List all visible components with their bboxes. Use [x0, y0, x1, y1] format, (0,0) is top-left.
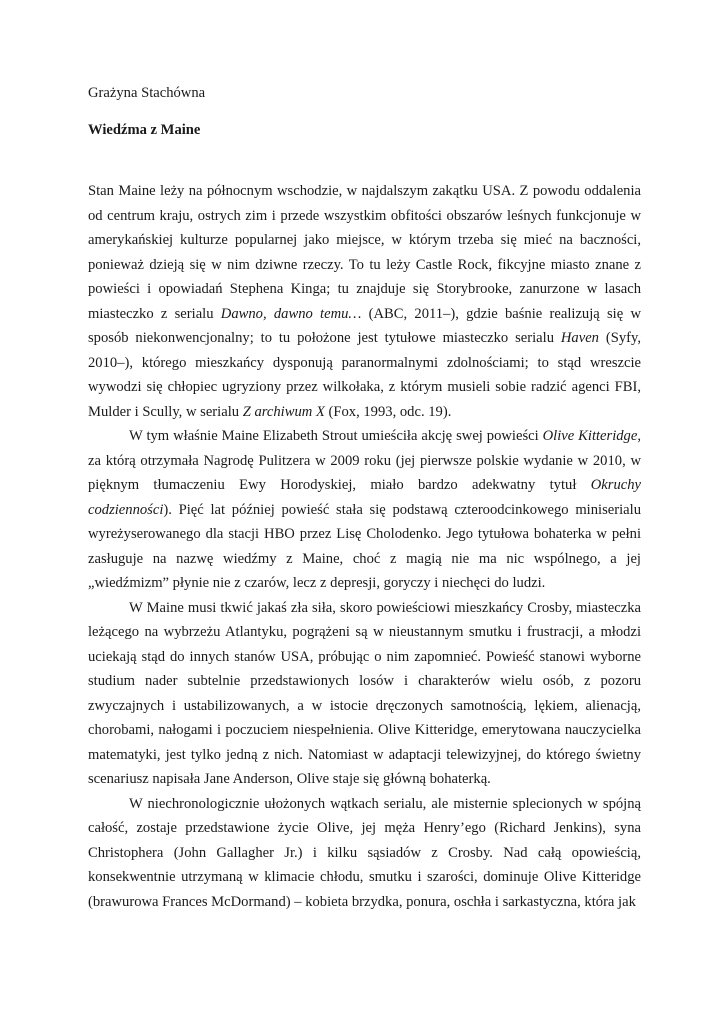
document-page: [88, 82, 641, 914]
text-run: Stan Maine leży na północnym wschodzie, w najdalszym zakątku USA. Z powodu oddalenia od centrum kraju, ostrych zim i przede wszystkim obfitości obszarów leśnych funkcjonuje w amerykańskiej kulturze popularnej jako miejsce, w którym trzeba się mieć na baczności, ponieważ dzieją się w nim dziwne rzeczy. To tu leży Castle Rock, fikcyjne miasto znane z powieści i opowiadań Stephena Kinga; tu znajduje się Storybrooke, zanurzone w lasach miasteczko z serialu: [88, 183, 641, 322]
article-body: [88, 179, 641, 914]
article-title: Wiedźma z Maine: [88, 122, 201, 138]
text-run: ). Pięć lat później powieść stała się podstawą czteroodcinkowego miniserialu wyreżyserowanego dla stacji HBO przez Lisę Cholodenko. Jego tytułowa bohaterka w pełni zasługuje na nazwę wiedźmy z Maine, choć z magią nie ma nic wspólnego, a jej „wiedźmizm” płynie nie z czarów, lecz z depresji, goryczy i niechęci do ludzi.: [88, 501, 641, 591]
text-run: , za którą otrzymała Nagrodę Pulitzera w 2009 roku (jej pierwsze polskie wydanie w 2010, w pięknym tłumaczeniu Ewy Horodyskiej, miało bardzo adekwatny tytuł: [88, 428, 641, 493]
paragraph: [88, 792, 641, 915]
text-run: (ABC, 2011–), gdzie baśnie realizują się w sposób niekonwencjonalny; to tu położone jest tytułowe miasteczko serialu: [88, 305, 642, 346]
italic-title-text: Okruchy codzienności: [88, 477, 641, 518]
italic-title-text: Dawno, dawno temu…: [220, 305, 362, 322]
italic-title-text: Haven: [560, 330, 599, 346]
text-run: (Fox, 1993, odc. 19).: [324, 403, 452, 420]
paragraph: [88, 424, 641, 596]
text-run: W niechronologicznie ułożonych wątkach serialu, ale misternie splecionych w spójną całość, zostaje przedstawione życie Olive, jej męża Henry’ego (Richard Jenkins), syna Christophera (John Gallagher Jr.) i kilku sąsiadów z Crosby. Nad całą opowieścią, konsekwentnie utrzymaną w klimacie chłodu, smutku i szarości, dominuje Olive Kitteridge (brawurowa Frances McDormand) – kobieta brzydka, ponura, oschła i sarkastyczna, która jak: [88, 795, 641, 910]
text-run: W Maine musi tkwić jakaś zła siła, skoro powieściowi mieszkańcy Crosby, miasteczka leżącego na wybrzeżu Atlantyku, pogrążeni są w nieustannym smutku i frustracji, a młodzi uciekają stąd do innych stanów USA, próbując o nim zapomnieć. Powieść stanowi wyborne studium nader subtelnie przedstawionych losów i charakterów wielu osób, z pozoru zwyczajnych i ustabilizowanych, a w istocie dręczonych samotnością, lękiem, alienacją, chorobami, nałogami i poczuciem niespełnienia. Olive Kitteridge, emerytowana nauczycielka matematyki, jest tylko jedną z nich. Natomiast w adaptacji telewizyjnej, do którego świetny scenariusz napisała Jane Anderson, Olive staje się główną bohaterką.: [88, 599, 641, 787]
paragraph: [88, 179, 641, 424]
italic-title-text: Olive Kitteridge: [542, 428, 638, 444]
paragraph: [88, 596, 641, 792]
text-run: (Syfy, 2010–), którego mieszkańcy dysponują paranormalnymi zdolnościami; to stąd wreszcie wywodzi się chłopiec ugryziony przez wilkołaka, z którym musieli sobie radzić agenci FBI, Mulder i Scully, w serialu: [88, 330, 641, 420]
italic-title-text: Z archiwum X: [242, 403, 325, 420]
author-name: Grażyna Stachówna: [88, 85, 206, 101]
text-run: W tym właśnie Maine Elizabeth Strout umieściła akcję swej powieści: [129, 428, 543, 444]
